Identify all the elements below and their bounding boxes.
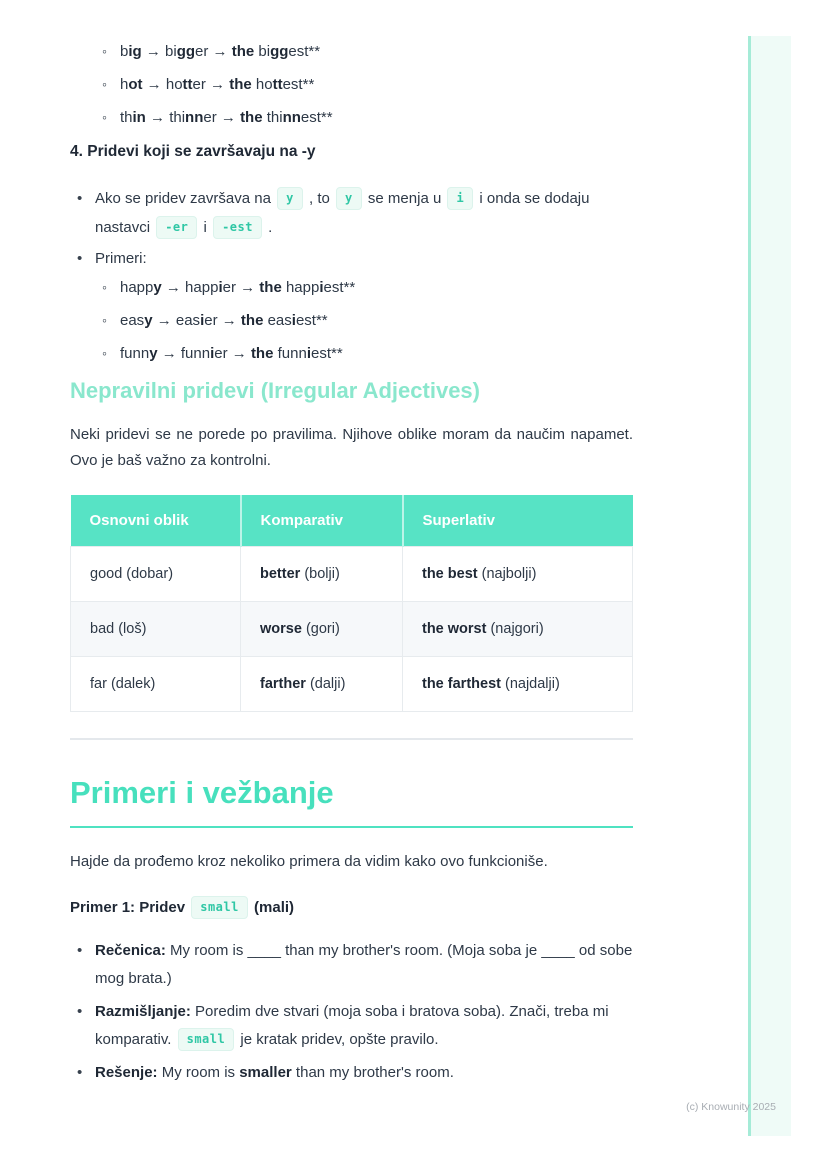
list-item-text: Primeri: (95, 250, 147, 267)
table-cell (71, 547, 241, 602)
inline-code-chip: y (336, 187, 362, 210)
list-item (70, 74, 633, 95)
text: (bolji) (300, 566, 340, 582)
bold-text: ot (128, 76, 143, 93)
bold-text: the (240, 312, 264, 329)
text: (najgori) (486, 621, 544, 637)
bold-text: Primer 1: Pridev (70, 899, 190, 916)
text: je kratak pridev, opšte pravilo. (236, 1031, 439, 1048)
bold-text: gg (270, 43, 289, 60)
text: → eas (152, 312, 201, 329)
bold-text: i (306, 345, 311, 362)
table-row (71, 602, 633, 657)
table-cell (71, 657, 241, 712)
table-header-cell: Osnovni oblik (71, 495, 241, 547)
text: bad (loš) (90, 621, 147, 637)
text: → funn (157, 345, 211, 362)
table-head (71, 495, 633, 547)
bold-text: the (259, 279, 282, 296)
bold-text: nn (282, 109, 301, 126)
text: than my brother's room. (291, 1064, 454, 1081)
text: → happ (161, 279, 219, 296)
table-cell (71, 602, 241, 657)
bold-text: better (260, 566, 301, 582)
text: er → (214, 345, 251, 362)
text: Poredim dve stvari (moja soba i bratova soba). Znači, treba mi komparativ. (95, 1003, 609, 1048)
text: My room is (157, 1064, 240, 1081)
table-header-cell: Superlativ (403, 495, 633, 547)
text: est** (295, 312, 328, 329)
text: est** (310, 345, 343, 362)
irregular-table-body (71, 547, 633, 712)
text: (najbolji) (477, 566, 537, 582)
bold-text: the worst (422, 621, 487, 637)
section-heading-y-adjectives: 4. Pridevi koji se završavaju na -y (70, 143, 316, 160)
text: er → (204, 312, 241, 329)
list-item (70, 998, 633, 1054)
text: (gori) (301, 621, 340, 637)
text: b (120, 43, 129, 60)
y-rule-list (70, 184, 633, 364)
text: , to (304, 190, 335, 207)
text: i (199, 219, 212, 236)
bold-text: i (200, 312, 205, 329)
y-examples-list (95, 277, 633, 364)
bold-text: in (132, 109, 146, 126)
page-edge-accent-area (751, 36, 791, 1136)
consonant-doubling-examples-list (70, 0, 633, 128)
irregular-adjectives-table (70, 495, 633, 712)
example-1-list (70, 937, 633, 1087)
text: er → (203, 109, 241, 126)
list-item (70, 107, 633, 128)
inline-code-chip: y (277, 187, 303, 210)
inline-code-chip: i (447, 187, 473, 210)
bold-text: the best (422, 566, 478, 582)
text: eas (263, 312, 292, 329)
text: bi (254, 43, 271, 60)
text: happ (120, 279, 154, 296)
list-item (95, 310, 633, 331)
bold-text: tt (272, 76, 283, 93)
text: ho (251, 76, 273, 93)
text: My room is ____ than my brother's room. (Moja soba je ____ od sobe mog brata.) (95, 942, 633, 987)
text: eas (120, 312, 145, 329)
text: i onda se dodaju nastavci (95, 190, 590, 236)
irregular-adjectives-heading: Nepravilni pridevi (Irregular Adjectives) (70, 378, 480, 403)
inline-code-chip: -est (213, 216, 262, 239)
text: er → (222, 279, 260, 296)
bold-text: i (291, 312, 296, 329)
bold-text: the (231, 43, 255, 60)
bold-text: the (240, 109, 263, 126)
text: er → (195, 43, 232, 60)
text: → ho (142, 76, 183, 93)
bold-text: nn (185, 109, 204, 126)
text: est** (282, 76, 315, 93)
bold-text: i (210, 345, 215, 362)
text: th (120, 109, 133, 126)
text: h (120, 76, 129, 93)
table-cell (403, 602, 633, 657)
table-cell (241, 657, 403, 712)
text: far (dalek) (90, 676, 156, 692)
copyright-footer: (c) Knowunity 2025 (686, 1101, 776, 1113)
bold-text: worse (260, 621, 302, 637)
bold-text: gg (176, 43, 196, 60)
list-item (70, 184, 633, 242)
bold-text: farther (260, 676, 306, 692)
text: est** (288, 43, 321, 60)
text: → thi (145, 109, 186, 126)
bold-text: y (144, 312, 153, 329)
text: (dalji) (305, 676, 346, 692)
irregular-table-header-row (71, 495, 633, 547)
bold-text: y (149, 345, 158, 362)
bold-text: smaller (239, 1064, 292, 1081)
table-cell (241, 602, 403, 657)
list-item (70, 41, 633, 62)
list-item (95, 277, 633, 298)
table-row (71, 657, 633, 712)
example-1-title (70, 895, 633, 921)
bold-text: y (153, 279, 162, 296)
list-item (95, 343, 633, 364)
irregular-paragraph: Neki pridevi se ne porede po pravilima. Njihove oblike moram da naučim napamet. Ovo je baš važno za kontrolni. (70, 426, 633, 469)
text: se menja u (363, 190, 446, 207)
bold-text: the farthest (422, 676, 501, 692)
text: funn (120, 345, 150, 362)
text: . (263, 219, 273, 236)
bold-text: the (229, 76, 252, 93)
bold-text: i (319, 279, 324, 296)
section-divider (70, 738, 633, 740)
table-cell (403, 657, 633, 712)
list-item (70, 1059, 633, 1087)
text: good (dobar) (90, 566, 174, 582)
table-cell (241, 547, 403, 602)
table-cell (403, 547, 633, 602)
document-content (70, 0, 633, 1092)
practice-heading: Primeri i vežbanje (70, 774, 633, 828)
text: (najdalji) (500, 676, 560, 692)
list-item (70, 248, 633, 364)
bold-text: ig (128, 43, 142, 60)
text: → bi (141, 43, 177, 60)
bold-text: i (218, 279, 223, 296)
inline-code-chip: small (178, 1028, 235, 1051)
bold-text: tt (182, 76, 193, 93)
bold-text: Rešenje: (95, 1064, 158, 1081)
text: funn (273, 345, 307, 362)
inline-code-chip: -er (156, 216, 197, 239)
text: Ako se pridev završava na (95, 190, 276, 207)
table-header-cell: Komparativ (241, 495, 403, 547)
list-item (70, 937, 633, 993)
bold-text: (mali) (249, 899, 295, 916)
table-row (71, 547, 633, 602)
bold-text: the (250, 345, 274, 362)
text: est** (323, 279, 356, 296)
text: thi (262, 109, 283, 126)
bold-text: Rečenica: (95, 942, 166, 959)
text: er → (192, 76, 230, 93)
bold-text: Razmišljanje: (95, 1003, 191, 1020)
inline-code-chip: small (191, 896, 248, 919)
text: happ (281, 279, 320, 296)
text: est** (300, 109, 333, 126)
practice-intro: Hajde da prođemo kroz nekoliko primera da vidim kako ovo funkcioniše. (70, 853, 548, 870)
